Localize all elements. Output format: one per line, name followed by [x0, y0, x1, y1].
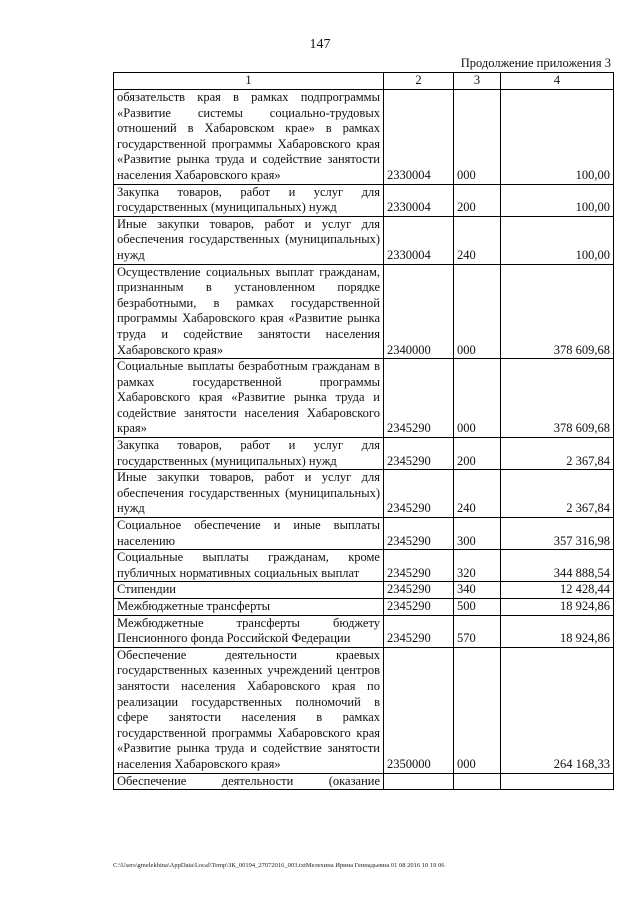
row-expense-type: 000	[454, 264, 501, 359]
row-amount: 12 428,44	[501, 582, 614, 599]
header-col-3: 3	[454, 73, 501, 90]
row-amount: 378 609,68	[501, 359, 614, 438]
header-col-2: 2	[384, 73, 454, 90]
table-row	[114, 438, 614, 470]
table-header-row	[114, 73, 614, 90]
row-expense-type: 000	[454, 359, 501, 438]
table-row	[114, 470, 614, 518]
table-row	[114, 647, 614, 773]
row-description: Закупка товаров, работ и услуг для государственных (муниципальных) нужд	[114, 184, 384, 216]
row-target-code: 2345290	[384, 550, 454, 582]
row-amount: 344 888,54	[501, 550, 614, 582]
row-description: Межбюджетные трансферты бюджету Пенсионного фонда Российской Федерации	[114, 615, 384, 647]
row-amount: 18 924,86	[501, 615, 614, 647]
table-row	[114, 359, 614, 438]
row-description: Межбюджетные трансферты	[114, 599, 384, 616]
row-target-code: 2345290	[384, 615, 454, 647]
row-description: Обеспечение деятельности краевых государственных казенных учреждений центров занятости населения Хабаровского края по реализации государственных полномочий в сфере занятости населения в рамках государственной программы Хабаровского края «Развитие рынка труда и содействие занятости населения Хабаровского края»	[114, 647, 384, 773]
row-description: Обеспечение деятельности (оказание	[114, 773, 384, 790]
page-number: 147	[309, 37, 331, 52]
row-target-code: 2350000	[384, 647, 454, 773]
row-amount: 264 168,33	[501, 647, 614, 773]
header-col-1: 1	[114, 73, 384, 90]
row-target-code: 2345290	[384, 438, 454, 470]
row-description: Иные закупки товаров, работ и услуг для обеспечения государственных (муниципальных) нужд	[114, 216, 384, 264]
row-target-code: 2330004	[384, 216, 454, 264]
row-expense-type: 320	[454, 550, 501, 582]
row-expense-type: 340	[454, 582, 501, 599]
table-row	[114, 216, 614, 264]
row-target-code: 2330004	[384, 90, 454, 185]
table-row	[114, 518, 614, 550]
row-description: Иные закупки товаров, работ и услуг для обеспечения государственных (муниципальных) нужд	[114, 470, 384, 518]
table-row	[114, 615, 614, 647]
continuation-label: Продолжение приложения 3	[460, 56, 611, 70]
row-description: Закупка товаров, работ и услуг для государственных (муниципальных) нужд	[114, 438, 384, 470]
row-expense-type: 000	[454, 90, 501, 185]
row-target-code: 2345290	[384, 582, 454, 599]
row-description: Стипендии	[114, 582, 384, 599]
row-expense-type: 000	[454, 647, 501, 773]
row-amount: 2 367,84	[501, 470, 614, 518]
row-description: Социальные выплаты безработным гражданам в рамках государственной программы Хабаровского края «Развитие рынка труда и содействие занятости населения Хабаровского края»	[114, 359, 384, 438]
row-target-code: 2340000	[384, 264, 454, 359]
row-description: Осуществление социальных выплат гражданам, признанным в установленном порядке безработными, в рамках государственной программы Хабаровского края «Развитие рынка труда и содействие занятости населения Хабаровского края»	[114, 264, 384, 359]
row-expense-type: 300	[454, 518, 501, 550]
row-amount: 100,00	[501, 90, 614, 185]
row-amount	[501, 773, 614, 790]
row-amount: 100,00	[501, 184, 614, 216]
table-row	[114, 90, 614, 185]
row-amount: 100,00	[501, 216, 614, 264]
row-description: Социальное обеспечение и иные выплаты населению	[114, 518, 384, 550]
row-expense-type: 200	[454, 184, 501, 216]
row-target-code	[384, 773, 454, 790]
row-description: обязательств края в рамках подпрограммы «Развитие системы социально-трудовых отношений в Хабаровском крае» в рамках государственной программы Хабаровского края «Развитие рынка труда и содействие занятости населения Хабаровского края»	[114, 90, 384, 185]
row-expense-type: 200	[454, 438, 501, 470]
row-expense-type	[454, 773, 501, 790]
row-target-code: 2345290	[384, 518, 454, 550]
row-target-code: 2345290	[384, 470, 454, 518]
table-row	[114, 264, 614, 359]
budget-table	[113, 72, 614, 790]
header-col-4: 4	[501, 73, 614, 90]
row-description: Социальные выплаты гражданам, кроме публичных нормативных социальных выплат	[114, 550, 384, 582]
row-expense-type: 240	[454, 470, 501, 518]
table-row	[114, 773, 614, 790]
row-expense-type: 500	[454, 599, 501, 616]
row-expense-type: 240	[454, 216, 501, 264]
table-row	[114, 184, 614, 216]
row-amount: 357 316,98	[501, 518, 614, 550]
row-target-code: 2345290	[384, 599, 454, 616]
row-target-code: 2345290	[384, 359, 454, 438]
table-row	[114, 599, 614, 616]
row-expense-type: 570	[454, 615, 501, 647]
row-target-code: 2330004	[384, 184, 454, 216]
table-row	[114, 550, 614, 582]
footer-file-path: C:\Users\gmelekhina\AppData\Local\Temp\ЗК_00194_27072016_003.txtМелехина Ирина Геннадьевна 01 08 2016 10 19 06	[113, 862, 445, 869]
row-amount: 378 609,68	[501, 264, 614, 359]
row-amount: 18 924,86	[501, 599, 614, 616]
row-amount: 2 367,84	[501, 438, 614, 470]
table-row	[114, 582, 614, 599]
table-body	[114, 90, 614, 790]
